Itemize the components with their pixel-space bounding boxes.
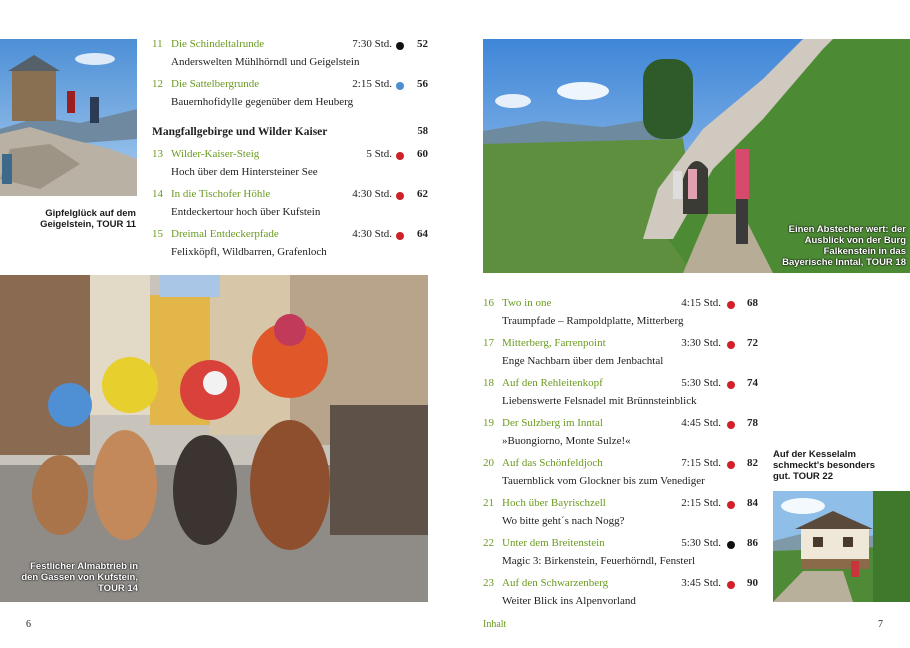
entry-title[interactable]: Auf das Schönfeldjoch: [502, 457, 603, 469]
entry-subtitle: »Buongiorno, Monte Sulze!«: [502, 435, 631, 447]
difficulty-black-icon: [396, 42, 404, 50]
entry-title[interactable]: Der Sulzberg im Inntal: [502, 417, 603, 429]
entry-title[interactable]: Two in one: [502, 297, 552, 309]
entry-number: 12: [152, 78, 163, 90]
entry-page[interactable]: 72: [747, 337, 758, 349]
entry-duration: 7:30 Std.: [352, 38, 392, 50]
entry-page[interactable]: 74: [747, 377, 758, 389]
toc-entry[interactable]: [483, 297, 758, 331]
entry-subtitle: Traumpfade – Rampoldplatte, Mitterberg: [502, 315, 684, 327]
entry-subtitle: Wo bitte geht´s nach Nogg?: [502, 515, 625, 527]
entry-title[interactable]: In die Tischofer Höhle: [171, 188, 271, 200]
entry-title[interactable]: Auf den Rehleitenkopf: [502, 377, 603, 389]
entry-title[interactable]: Dreimal Entdeckerpfade: [171, 228, 279, 240]
entry-number: 23: [483, 577, 494, 589]
section-heading: [152, 126, 428, 138]
toc-entry[interactable]: [152, 188, 428, 222]
entry-duration: 4:30 Std.: [352, 188, 392, 200]
entry-page[interactable]: 52: [417, 38, 428, 50]
toc-entry[interactable]: [483, 537, 758, 571]
entry-number: 17: [483, 337, 494, 349]
entry-duration: 4:15 Std.: [681, 297, 721, 309]
entry-page[interactable]: 56: [417, 78, 428, 90]
entry-subtitle: Enge Nachbarn über dem Jenbachtal: [502, 355, 664, 367]
entry-number: 22: [483, 537, 494, 549]
entry-page[interactable]: 68: [747, 297, 758, 309]
entry-subtitle: Hoch über dem Hintersteiner See: [171, 166, 318, 178]
difficulty-red-icon: [396, 192, 404, 200]
difficulty-red-icon: [396, 232, 404, 240]
entry-subtitle: Entdeckertour hoch über Kufstein: [171, 206, 321, 218]
entry-title[interactable]: Wilder-Kaiser-Steig: [171, 148, 260, 160]
entry-number: 14: [152, 188, 163, 200]
section-title: Mangfallgebirge und Wilder Kaiser: [152, 126, 328, 138]
entry-page[interactable]: 90: [747, 577, 758, 589]
entry-page[interactable]: 86: [747, 537, 758, 549]
toc-entry[interactable]: [152, 228, 428, 262]
entry-number: 20: [483, 457, 494, 469]
entry-number: 11: [152, 38, 163, 50]
toc-entry[interactable]: [483, 377, 758, 411]
entry-number: 19: [483, 417, 494, 429]
entry-duration: 2:15 Std.: [352, 78, 392, 90]
entry-number: 13: [152, 148, 163, 160]
caption-almabtrieb: Festlicher Almabtrieb in den Gassen von Kufstein, TOUR 14: [21, 561, 138, 594]
entry-subtitle: Magic 3: Birkenstein, Feuerhörndl, Fensterl: [502, 555, 696, 567]
toc-entry[interactable]: [152, 78, 428, 112]
photo-almabtrieb: [0, 275, 428, 602]
caption-falkenstein: Einen Abstecher wert: der Ausblick von der Burg Falkenstein in das Bayerische Inntal, TOUR 18: [782, 224, 906, 268]
section-page[interactable]: 58: [417, 126, 428, 137]
entry-duration: 2:15 Std.: [681, 497, 721, 509]
toc-entry[interactable]: [483, 457, 758, 491]
toc-entry[interactable]: [483, 417, 758, 451]
entry-subtitle: Felixköpfl, Wildbarren, Grafenloch: [171, 246, 327, 258]
entry-title[interactable]: Die Schindeltalrunde: [171, 38, 265, 50]
photo-kesselalm: [773, 491, 910, 602]
entry-title[interactable]: Auf den Schwarzenberg: [502, 577, 609, 589]
difficulty-red-icon: [396, 152, 404, 160]
entry-duration: 5 Std.: [366, 148, 392, 160]
entry-title[interactable]: Mitterberg, Farrenpoint: [502, 337, 606, 349]
entry-duration: 4:45 Std.: [681, 417, 721, 429]
entry-page[interactable]: 60: [417, 148, 428, 160]
photo-geigelstein: [0, 39, 137, 196]
entry-duration: 3:45 Std.: [681, 577, 721, 589]
toc-entry[interactable]: [483, 577, 758, 611]
entry-duration: 5:30 Std.: [681, 377, 721, 389]
caption-geigelstein: Gipfelglück auf dem Geigelstein, TOUR 11: [40, 208, 136, 230]
entry-duration: 3:30 Std.: [681, 337, 721, 349]
page-number-right: 7: [878, 619, 883, 630]
entry-subtitle: Tauernblick vom Glockner bis zum Venediger: [502, 475, 705, 487]
page-number-left: 6: [26, 619, 31, 630]
entry-number: 18: [483, 377, 494, 389]
toc-entry[interactable]: [483, 497, 758, 531]
entry-duration: 7:15 Std.: [681, 457, 721, 469]
toc-entry[interactable]: [152, 38, 428, 72]
entry-number: 21: [483, 497, 494, 509]
entry-page[interactable]: 64: [417, 228, 428, 240]
entry-page[interactable]: 82: [747, 457, 758, 469]
entry-page[interactable]: 84: [747, 497, 758, 509]
caption-kesselalm: Auf der Kesselalm schmeckt's besonders gut. TOUR 22: [773, 449, 876, 482]
entry-subtitle: Liebenswerte Felsnadel mit Brünnsteinblick: [502, 395, 697, 407]
entry-subtitle: Bauernhofidylle gegenüber dem Heuberg: [171, 96, 354, 108]
entry-subtitle: Anderswelten Mühlhörndl und Geigelstein: [171, 56, 360, 68]
entry-number: 15: [152, 228, 163, 240]
toc-entry[interactable]: [483, 337, 758, 371]
entry-title[interactable]: Unter dem Breitenstein: [502, 537, 605, 549]
entry-title[interactable]: Hoch über Bayrischzell: [502, 497, 606, 509]
entry-page[interactable]: 78: [747, 417, 758, 429]
difficulty-blue-icon: [396, 82, 404, 90]
entry-page[interactable]: 62: [417, 188, 428, 200]
footer-label: Inhalt: [483, 619, 507, 630]
entry-duration: 5:30 Std.: [681, 537, 721, 549]
toc-entry[interactable]: [152, 148, 428, 182]
entry-duration: 4:30 Std.: [352, 228, 392, 240]
entry-number: 16: [483, 297, 494, 309]
entry-subtitle: Weiter Blick ins Alpenvorland: [502, 595, 636, 607]
entry-title[interactable]: Die Sattelbergrunde: [171, 78, 260, 90]
